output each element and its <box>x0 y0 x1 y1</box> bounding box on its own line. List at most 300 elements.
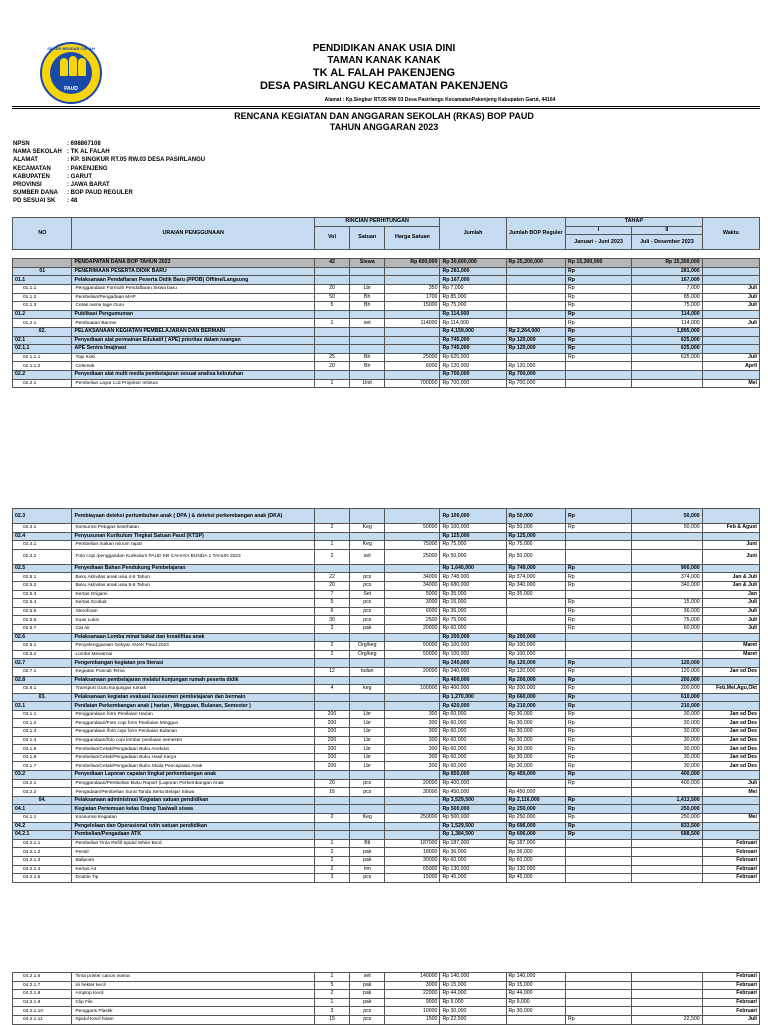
cell-jumlah: Rp 745,000 <box>440 336 506 345</box>
cell-tahap-1 <box>566 633 632 642</box>
cell-bop: Rp 30,000 <box>506 1007 565 1016</box>
cell-uraian: Penggandaan/foto copi lembar penilaian semester <box>72 736 314 745</box>
cell-jumlah: Rp 400,000 <box>440 685 506 694</box>
cell-uraian: Pembelian/Pengadaan ATK <box>72 831 314 840</box>
cell-no: 02.8.1 <box>13 685 72 694</box>
cell-tahap-1: Rp <box>566 284 632 293</box>
table-row <box>13 599 760 608</box>
cell-satuan <box>350 805 385 814</box>
cell-no: 02.8 <box>13 676 72 685</box>
cell-uraian: Pembuatan Banner <box>72 319 314 328</box>
cell-jumlah: Rp 240,000 <box>440 667 506 676</box>
cell-jumlah: Rp 748,000 <box>440 573 506 582</box>
cell-harga: 65000 <box>385 865 440 874</box>
table-row <box>13 353 760 362</box>
cell-jumlah: Rp 100,000 <box>440 524 506 533</box>
cell-tahap-2: 200,000 <box>632 676 703 685</box>
cell-no: 02.1.1 <box>13 345 72 354</box>
cell-harga <box>385 267 440 276</box>
cell-uraian: Penyediaan Bahan Pendukung Pembelajaran <box>72 564 314 573</box>
table-row <box>13 524 760 533</box>
cell-bop: Rp 30,000 <box>506 736 565 745</box>
cell-uraian: Clip File <box>72 998 314 1007</box>
cell-tahap-1: Rp <box>566 693 632 702</box>
info-row <box>13 165 205 173</box>
table-row <box>13 839 760 848</box>
cell-tahap-2: 625,000 <box>632 353 703 362</box>
cell-waktu: Juli <box>702 293 759 302</box>
cell-waktu: Jan <box>702 590 759 599</box>
cell-waktu: Jan sd Des <box>702 762 759 771</box>
cell-no: 02.2.1 <box>13 379 72 388</box>
cell-jumlah: Rp 500,000 <box>440 805 506 814</box>
cell-no: 03.1.1 <box>13 710 72 719</box>
cell-tahap-2: 75,000 <box>632 616 703 625</box>
cell-tahap-2: 30,000 <box>632 753 703 762</box>
cell-waktu <box>702 276 759 285</box>
cell-no: 04.2.1.4 <box>13 865 72 874</box>
cell-jumlah: Rp 400,000 <box>440 779 506 788</box>
cell-uraian: Kegiatan Puncak Tema <box>72 667 314 676</box>
table-row <box>13 276 760 285</box>
cell-satuan <box>350 509 385 524</box>
cell-jumlah: Rp 187,000 <box>440 839 506 848</box>
cell-bop <box>506 599 565 608</box>
cell-no: 03.1.4 <box>13 736 72 745</box>
cell-tahap-2: 36,000 <box>632 607 703 616</box>
cell-harga <box>385 336 440 345</box>
cell-waktu: Jan sd Des <box>702 753 759 762</box>
cell-waktu: Jan sd Des <box>702 728 759 737</box>
cell-harga: 250000 <box>385 814 440 823</box>
cell-tahap-1: Rp <box>566 779 632 788</box>
table-row <box>13 650 760 659</box>
cell-bop: Rp 696,000 <box>506 822 565 831</box>
cell-vol <box>314 693 349 702</box>
cell-tahap-2 <box>632 1007 703 1016</box>
cell-tahap-1 <box>566 865 632 874</box>
cell-vol: 2 <box>314 650 349 659</box>
table-row <box>13 779 760 788</box>
table-row <box>13 990 760 999</box>
info-value: : BOP PAUD REGULER <box>67 190 133 197</box>
cell-harga <box>385 276 440 285</box>
cell-vol: 2 <box>314 642 349 651</box>
cell-tahap-2 <box>632 874 703 883</box>
info-value: : TK AL FALAH <box>67 149 110 156</box>
cell-waktu: Februari <box>702 848 759 857</box>
table-row <box>13 573 760 582</box>
cell-tahap-2: 114,000 <box>632 319 703 328</box>
cell-waktu: Juli <box>702 353 759 362</box>
cell-uraian: Sterofoam <box>72 607 314 616</box>
cell-jumlah: Rp 7,000 <box>440 284 506 293</box>
cell-tahap-2 <box>632 590 703 599</box>
cell-no: 03. <box>13 693 72 702</box>
cell-tahap-1 <box>566 642 632 651</box>
cell-tahap-2 <box>632 856 703 865</box>
cell-no: 02.5.6 <box>13 616 72 625</box>
cell-vol: 200 <box>314 710 349 719</box>
cell-bop <box>506 353 565 362</box>
table-row <box>13 805 760 814</box>
cell-bop: Rp 700,000 <box>506 379 565 388</box>
cell-tahap-2: 1,413,500 <box>632 796 703 805</box>
cell-harga <box>385 509 440 524</box>
cell-harga: 15000 <box>385 302 440 311</box>
cell-harga <box>385 693 440 702</box>
cell-tahap-1: Rp <box>566 509 632 524</box>
cell-uraian: Double Tip <box>72 874 314 883</box>
cell-jumlah: Rp 4,159,000 <box>440 327 506 336</box>
cell-tahap-2: 900,000 <box>632 564 703 573</box>
cell-tahap-1: Rp <box>566 1015 632 1024</box>
school-info <box>13 140 205 206</box>
cell-tahap-1: Rp <box>566 310 632 319</box>
th-rincian: RINCIAN PERHITUNGAN <box>314 218 440 227</box>
cell-jumlah: Rp 3,529,500 <box>440 796 506 805</box>
cell-no: 02.5 <box>13 564 72 573</box>
cell-harga <box>385 659 440 668</box>
cell-harga <box>385 370 440 379</box>
header-divider-1 <box>12 106 760 107</box>
cell-uraian: Pengadaan/Pembelian Surat Tanda Serta Belajar Siswa <box>72 788 314 797</box>
info-key: NPSN <box>13 141 30 147</box>
cell-uraian: Konsumsi Petugas kesehatan <box>72 524 314 533</box>
cell-vol: 2 <box>314 814 349 823</box>
cell-waktu: Jan & Juli <box>702 573 759 582</box>
cell-uraian: Celemek <box>72 362 314 371</box>
cell-uraian: Spidol Kecil hitam <box>72 1015 314 1024</box>
cell-vol <box>314 345 349 354</box>
cell-tahap-1: Rp <box>566 616 632 625</box>
cell-harga: 50000 <box>385 642 440 651</box>
table-row <box>13 509 760 524</box>
cell-waktu: Mei <box>702 379 759 388</box>
cell-no: 02.3 <box>13 509 72 524</box>
table-row <box>13 616 760 625</box>
cell-bop: Rp 9,000 <box>506 998 565 1007</box>
cell-waktu: Jan sd Des <box>702 736 759 745</box>
cell-satuan <box>350 532 385 541</box>
cell-bop: Rp 200,000 <box>506 676 565 685</box>
cell-tahap-2: 30,000 <box>632 719 703 728</box>
table-row <box>13 702 760 711</box>
cell-satuan <box>350 310 385 319</box>
cell-uraian: Pelaksanaan Lomba minat bakat dan kreatifitas anak <box>72 633 314 642</box>
cell-waktu: Juli <box>702 616 759 625</box>
cell-no: 02.5.2 <box>13 581 72 590</box>
cell-vol <box>314 310 349 319</box>
cell-no: 02.5.7 <box>13 624 72 633</box>
cell-jumlah: Rp 75,000 <box>440 541 506 550</box>
cell-satuan: Bh <box>350 353 385 362</box>
cell-waktu <box>702 822 759 831</box>
cell-tahap-1: Rp <box>566 581 632 590</box>
cell-satuan: Btl <box>350 839 385 848</box>
cell-uraian: Pelaksanaan pembelajaran melalui kunjungan rumah peserta didik <box>72 676 314 685</box>
cell-vol: 4 <box>314 685 349 694</box>
cell-no: 02.5.5 <box>13 607 72 616</box>
cell-satuan <box>350 693 385 702</box>
cell-tahap-1: Rp <box>566 805 632 814</box>
info-row <box>13 140 205 148</box>
cell-tahap-1: Rp <box>566 814 632 823</box>
cell-no: 04. <box>13 796 72 805</box>
cell-uraian: Kuas Lukis <box>72 616 314 625</box>
cell-harga: 9000 <box>385 998 440 1007</box>
header-line-3: TK AL FALAH PAKENJENG <box>312 67 456 79</box>
cell-tahap-1 <box>566 362 632 371</box>
th-jumlah: Jumlah <box>440 218 506 250</box>
cell-harga <box>385 327 440 336</box>
table-row <box>13 284 760 293</box>
cell-bop: Rp 60,000 <box>506 856 565 865</box>
cell-uraian: Pembelian/Cetak/Pengadaan Buku Hasil Karya <box>72 753 314 762</box>
cell-vol <box>314 336 349 345</box>
th-no: NO <box>13 218 72 250</box>
table-row <box>13 796 760 805</box>
cell-satuan: pcs <box>350 779 385 788</box>
cell-harga: 50000 <box>385 524 440 533</box>
cell-jumlah: Rp 625,000 <box>440 353 506 362</box>
cell-satuan: pcs <box>350 599 385 608</box>
cell-uraian: isi hekter kecil <box>72 981 314 990</box>
cell-harga: 140000 <box>385 973 440 982</box>
table-row <box>13 771 760 780</box>
table-row <box>13 607 760 616</box>
cell-uraian: Pelaksanaan Pendaftaran Peserta Didik Baru (PPDB) Offline/Langsung <box>72 276 314 285</box>
cell-waktu: Jan & Juli <box>702 581 759 590</box>
cell-jumlah: Rp 100,000 <box>440 509 506 524</box>
cell-harga: 300 <box>385 710 440 719</box>
cell-satuan <box>350 370 385 379</box>
cell-harga: 25000 <box>385 353 440 362</box>
cell-bop: Rp 120,000 <box>506 667 565 676</box>
cell-tahap-2: 688,500 <box>632 831 703 840</box>
cell-no: 04.2.1.7 <box>13 981 72 990</box>
cell-waktu: Februari <box>702 981 759 990</box>
cell-vol <box>314 370 349 379</box>
cell-no: 04.2.1 <box>13 831 72 840</box>
cell-satuan: pcs <box>350 607 385 616</box>
cell-waktu: Juli <box>702 607 759 616</box>
table-row <box>13 319 760 328</box>
th-tahap-2-period: Juli - Desember 2023 <box>632 235 703 250</box>
cell-tahap-1 <box>566 541 632 550</box>
cell-harga <box>385 822 440 831</box>
cell-jumlah: Rp 130,000 <box>440 865 506 874</box>
cell-vol <box>314 676 349 685</box>
cell-vol: 200 <box>314 745 349 754</box>
cell-tahap-1 <box>566 856 632 865</box>
cell-vol: 200 <box>314 762 349 771</box>
cell-no: 04.2 <box>13 822 72 831</box>
cell-tahap-1: Rp <box>566 607 632 616</box>
cell-waktu: Juli <box>702 302 759 311</box>
cell-no: 02.4.2 <box>13 549 72 564</box>
cell-tahap-2: 625,000 <box>632 336 703 345</box>
cell-vol: 50 <box>314 293 349 302</box>
cell-tahap-1: Rp <box>566 267 632 276</box>
cell-jumlah: Rp 125,000 <box>440 532 506 541</box>
cell-harga: 300 <box>385 745 440 754</box>
info-key: KECAMATAN <box>13 165 51 172</box>
cell-jumlah: Rp 60,000 <box>440 719 506 728</box>
cell-uraian: Penggandaan /foto copi form Penilaian Bulanan <box>72 728 314 737</box>
cell-uraian: Penggaris Plastik <box>72 1007 314 1016</box>
cell-tahap-2: 50,000 <box>632 524 703 533</box>
cell-waktu <box>702 796 759 805</box>
cell-satuan: pak <box>350 848 385 857</box>
cell-waktu: Februari <box>702 839 759 848</box>
cell-waktu <box>702 259 759 268</box>
cell-harga: 22000 <box>385 990 440 999</box>
cell-jumlah: Rp 114,000 <box>440 310 506 319</box>
table-row <box>13 624 760 633</box>
cell-tahap-2 <box>632 973 703 982</box>
cell-vol: 6 <box>314 607 349 616</box>
cell-no: 03.1.6 <box>13 753 72 762</box>
cell-tahap-2: 200,000 <box>632 685 703 694</box>
cell-satuan: set <box>350 319 385 328</box>
cell-uraian: Penyusunan Kurikulum Tingkat Satuan Paud (KTSP) <box>72 532 314 541</box>
table-row <box>13 345 760 354</box>
cell-no: 02.6.1 <box>13 642 72 651</box>
cell-satuan: bulan <box>350 667 385 676</box>
cell-jumlah: Rp 60,000 <box>440 736 506 745</box>
table-row <box>13 753 760 762</box>
table-row <box>13 874 760 883</box>
cell-waktu: Jan sd Des <box>702 710 759 719</box>
cell-vol: 2 <box>314 865 349 874</box>
cell-jumlah: Rp 200,000 <box>440 633 506 642</box>
cell-satuan <box>350 771 385 780</box>
cell-satuan: Lbr <box>350 753 385 762</box>
cell-harga: 30000 <box>385 856 440 865</box>
cell-uraian: Pembelian/Pengadaan MAP <box>72 293 314 302</box>
cell-tahap-2: 210,000 <box>632 702 703 711</box>
cell-no: 04.2.1.1 <box>13 839 72 848</box>
cell-jumlah: Rp 420,000 <box>440 702 506 711</box>
cell-waktu: Februari <box>702 990 759 999</box>
table-row <box>13 267 760 276</box>
logo-top-text: SEKAR BENDAR CERAH <box>47 46 95 51</box>
cell-no: 03.1.7 <box>13 762 72 771</box>
cell-tahap-1: Rp <box>566 685 632 694</box>
cell-vol: 200 <box>314 753 349 762</box>
cell-vol: 20 <box>314 362 349 371</box>
cell-tahap-1: Rp <box>566 771 632 780</box>
cell-satuan <box>350 336 385 345</box>
info-value: : KP. SINGKUR RT.05 RW.03 DESA PASIRLANGU <box>67 157 206 164</box>
cell-vol: 20 <box>314 779 349 788</box>
cell-tahap-1: Rp 15,300,000 <box>566 259 632 268</box>
cell-bop: Rp 450,000 <box>506 771 565 780</box>
cell-tahap-1 <box>566 370 632 379</box>
th-waktu: Waktu <box>702 218 759 250</box>
cell-tahap-1 <box>566 990 632 999</box>
cell-uraian: Konsumsi Kegiatan <box>72 814 314 823</box>
cell-no: 02.6.2 <box>13 650 72 659</box>
cell-bop: Rp 140,000 <box>506 973 565 982</box>
cell-no <box>13 259 72 268</box>
cell-satuan <box>350 276 385 285</box>
cell-jumlah: Rp 120,000 <box>440 362 506 371</box>
doc-title-line-1: RENCANA KEGIATAN DAN ANGGARAN SEKOLAH (RKAS) BOP PAUD <box>234 111 534 121</box>
cell-no: 01 <box>13 267 72 276</box>
cell-tahap-2: 340,000 <box>632 581 703 590</box>
cell-satuan: Lbr <box>350 728 385 737</box>
cell-uraian: Pengelolaan dan Operasional rutin satuan pendidikan <box>72 822 314 831</box>
cell-tahap-1: Rp <box>566 822 632 831</box>
table-row <box>13 865 760 874</box>
cell-vol: 7 <box>314 590 349 599</box>
cell-jumlah: Rp 15,000 <box>440 599 506 608</box>
info-key: SUMBER DANA <box>13 190 58 197</box>
table-row <box>13 564 760 573</box>
cell-waktu: Juli <box>702 624 759 633</box>
cell-vol <box>314 564 349 573</box>
cell-waktu: Juni <box>702 549 759 564</box>
cell-uraian: Pembelian Tinta Refill Spidol White Bord <box>72 839 314 848</box>
cell-waktu: Juli <box>702 1015 759 1024</box>
cell-bop: Rp 44,000 <box>506 990 565 999</box>
cell-tahap-1: Rp <box>566 524 632 533</box>
cell-bop: Rp 450,000 <box>506 788 565 797</box>
cell-bop: Rp 50,000 <box>506 509 565 524</box>
cell-vol: 1 <box>314 973 349 982</box>
cell-vol: 2 <box>314 990 349 999</box>
cell-tahap-2: 250,000 <box>632 805 703 814</box>
cell-satuan: Bh <box>350 302 385 311</box>
cell-bop: Rp 120,000 <box>506 659 565 668</box>
cell-tahap-2: 610,000 <box>632 693 703 702</box>
cell-tahap-1 <box>566 650 632 659</box>
cell-vol <box>314 532 349 541</box>
cell-bop <box>506 1015 565 1024</box>
cell-tahap-1: Rp <box>566 659 632 668</box>
cell-tahap-2 <box>632 981 703 990</box>
info-key: PROVINSI <box>13 182 42 189</box>
cell-no: 03.1.5 <box>13 745 72 754</box>
cell-waktu: Februari <box>702 998 759 1007</box>
cell-tahap-1: Rp <box>566 745 632 754</box>
table-row <box>13 981 760 990</box>
cell-tahap-2 <box>632 362 703 371</box>
cell-tahap-1: Rp <box>566 728 632 737</box>
cell-harga: 1700 <box>385 293 440 302</box>
cell-bop: Rp 340,000 <box>506 581 565 590</box>
cell-vol <box>314 796 349 805</box>
cell-harga <box>385 310 440 319</box>
cell-harga: 34000 <box>385 581 440 590</box>
cell-tahap-2: 30,000 <box>632 762 703 771</box>
cell-jumlah: Rp 85,000 <box>440 293 506 302</box>
cell-uraian: Penggandaan/Pembelian Buku Raport (Laporan Perkembangan Anak <box>72 779 314 788</box>
cell-jumlah: Rp 850,000 <box>440 771 506 780</box>
cell-waktu: Februari <box>702 1007 759 1016</box>
cell-harga <box>385 633 440 642</box>
cell-tahap-2: 281,000 <box>632 267 703 276</box>
cell-uraian: APE Sentra Imajinasi <box>72 345 314 354</box>
cell-no: 02.1.1.2 <box>13 362 72 371</box>
cell-vol: 200 <box>314 736 349 745</box>
cell-harga: 114000 <box>385 319 440 328</box>
th-uraian: URAIAN PENGGUNAAN <box>72 218 314 250</box>
cell-jumlah: Rp 1,270,000 <box>440 693 506 702</box>
cell-uraian: Kertas A4 <box>72 865 314 874</box>
